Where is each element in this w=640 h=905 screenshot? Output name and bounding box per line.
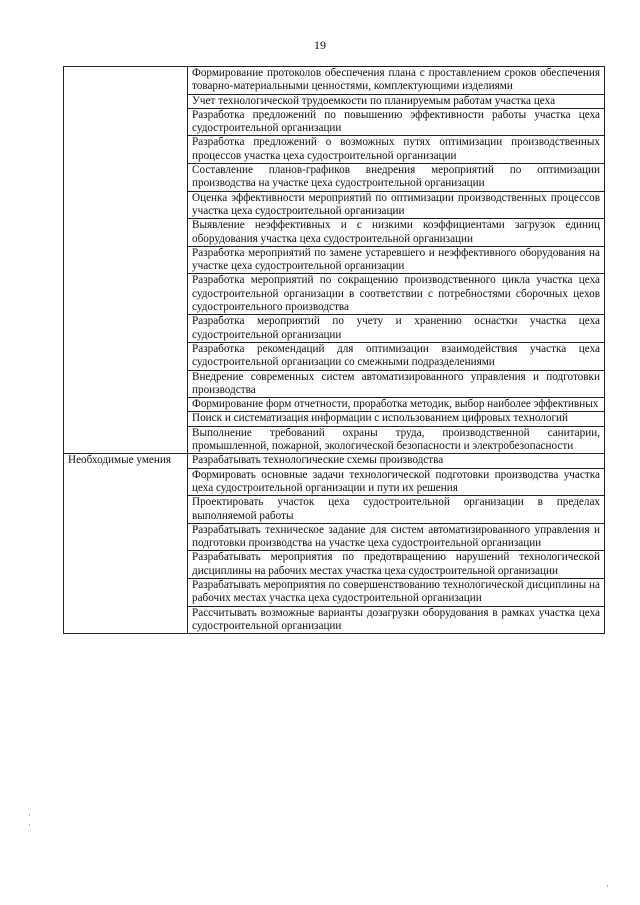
duty-item: Оценка эффективности мероприятий по оптимизации производственных процессов участка цеха судостроительной организации	[188, 191, 605, 219]
requirements-table	[63, 66, 605, 634]
duty-item: Разработка предложений по повышению эффективности работы участка цеха судостроительной организации	[188, 108, 605, 136]
table-row	[64, 67, 605, 95]
skill-item: Разрабатывать техническое задание для систем автоматизированного управления и подготовки производства на участке цеха судостроительной организации	[188, 523, 605, 551]
duty-item: Составление планов-графиков внедрения мероприятий по оптимизации производства на участке цеха судостроительной организации	[188, 164, 605, 192]
page-number: 19	[314, 38, 326, 52]
skill-item: Разрабатывать технологические схемы производства	[188, 454, 605, 468]
duty-item: Разработка мероприятий по сокращению производственного цикла участка цеха судостроительной организации в соответствии с потребностями сборочных цехов судостроительного производства	[188, 274, 605, 315]
duty-item: Формирование форм отчетности, проработка методик, выбор наиболее эффективных	[188, 398, 605, 412]
skill-item: Разрабатывать мероприятия по совершенствованию технологической дисциплины на рабочих местах участка цеха судостроительной организации	[188, 578, 605, 606]
table-row	[64, 454, 605, 468]
duty-item: Учет технологической трудоемкости по планируемым работам участка цеха	[188, 94, 605, 108]
skill-item: Рассчитывать возможные варианты дозагрузки оборудования в рамках участка цеха судостроительной организации	[188, 606, 605, 634]
left-cell-empty	[64, 67, 188, 454]
skill-item: Формировать основные задачи технологической подготовки производства участка цеха судостроительной организации и пути их решения	[188, 468, 605, 496]
skill-item: Проектировать участок цеха судостроительной организации в пределах выполняемой работы	[188, 496, 605, 524]
scan-artifact-mark: · ·	[28, 810, 31, 830]
skill-item: Разрабатывать мероприятия по предотвращению нарушений технологической дисциплины на рабочих местах участка цеха судостроительной организации	[188, 551, 605, 579]
duty-item: Разработка предложений о возможных путях оптимизации производственных процессов участка цеха судостроительной организации	[188, 136, 605, 164]
skills-section-label: Необходимые умения	[64, 454, 188, 634]
duty-item: Разработка мероприятий по учету и хранению оснастки участка цеха судостроительной организации	[188, 315, 605, 343]
duty-item: Внедрение современных систем автоматизированного управления и подготовки производства	[188, 370, 605, 398]
duty-item: Выполнение требований охраны труда, производственной санитарии, промышленной, пожарной, экологической безопасности и электробезопасности	[188, 426, 605, 454]
duty-item: Разработка мероприятий по замене устаревшего и неэффективного оборудования на участке цеха судостроительной организации	[188, 246, 605, 274]
duty-item: Разработка рекомендаций для оптимизации взаимодействия участка цеха судостроительной организации со смежными подразделениями	[188, 342, 605, 370]
scan-artifact-mark: ·	[606, 881, 609, 891]
duty-item: Формирование протоколов обеспечения плана с проставлением сроков обеспечения товарно-материальными ценностями, комплектующими изделиями	[188, 67, 605, 95]
duty-item: Выявление неэффективных и с низкими коэффициентами загрузок единиц оборудования участка цеха судостроительной организации	[188, 219, 605, 247]
duty-item: Поиск и систематизация информации с использованием цифровых технологий	[188, 412, 605, 426]
